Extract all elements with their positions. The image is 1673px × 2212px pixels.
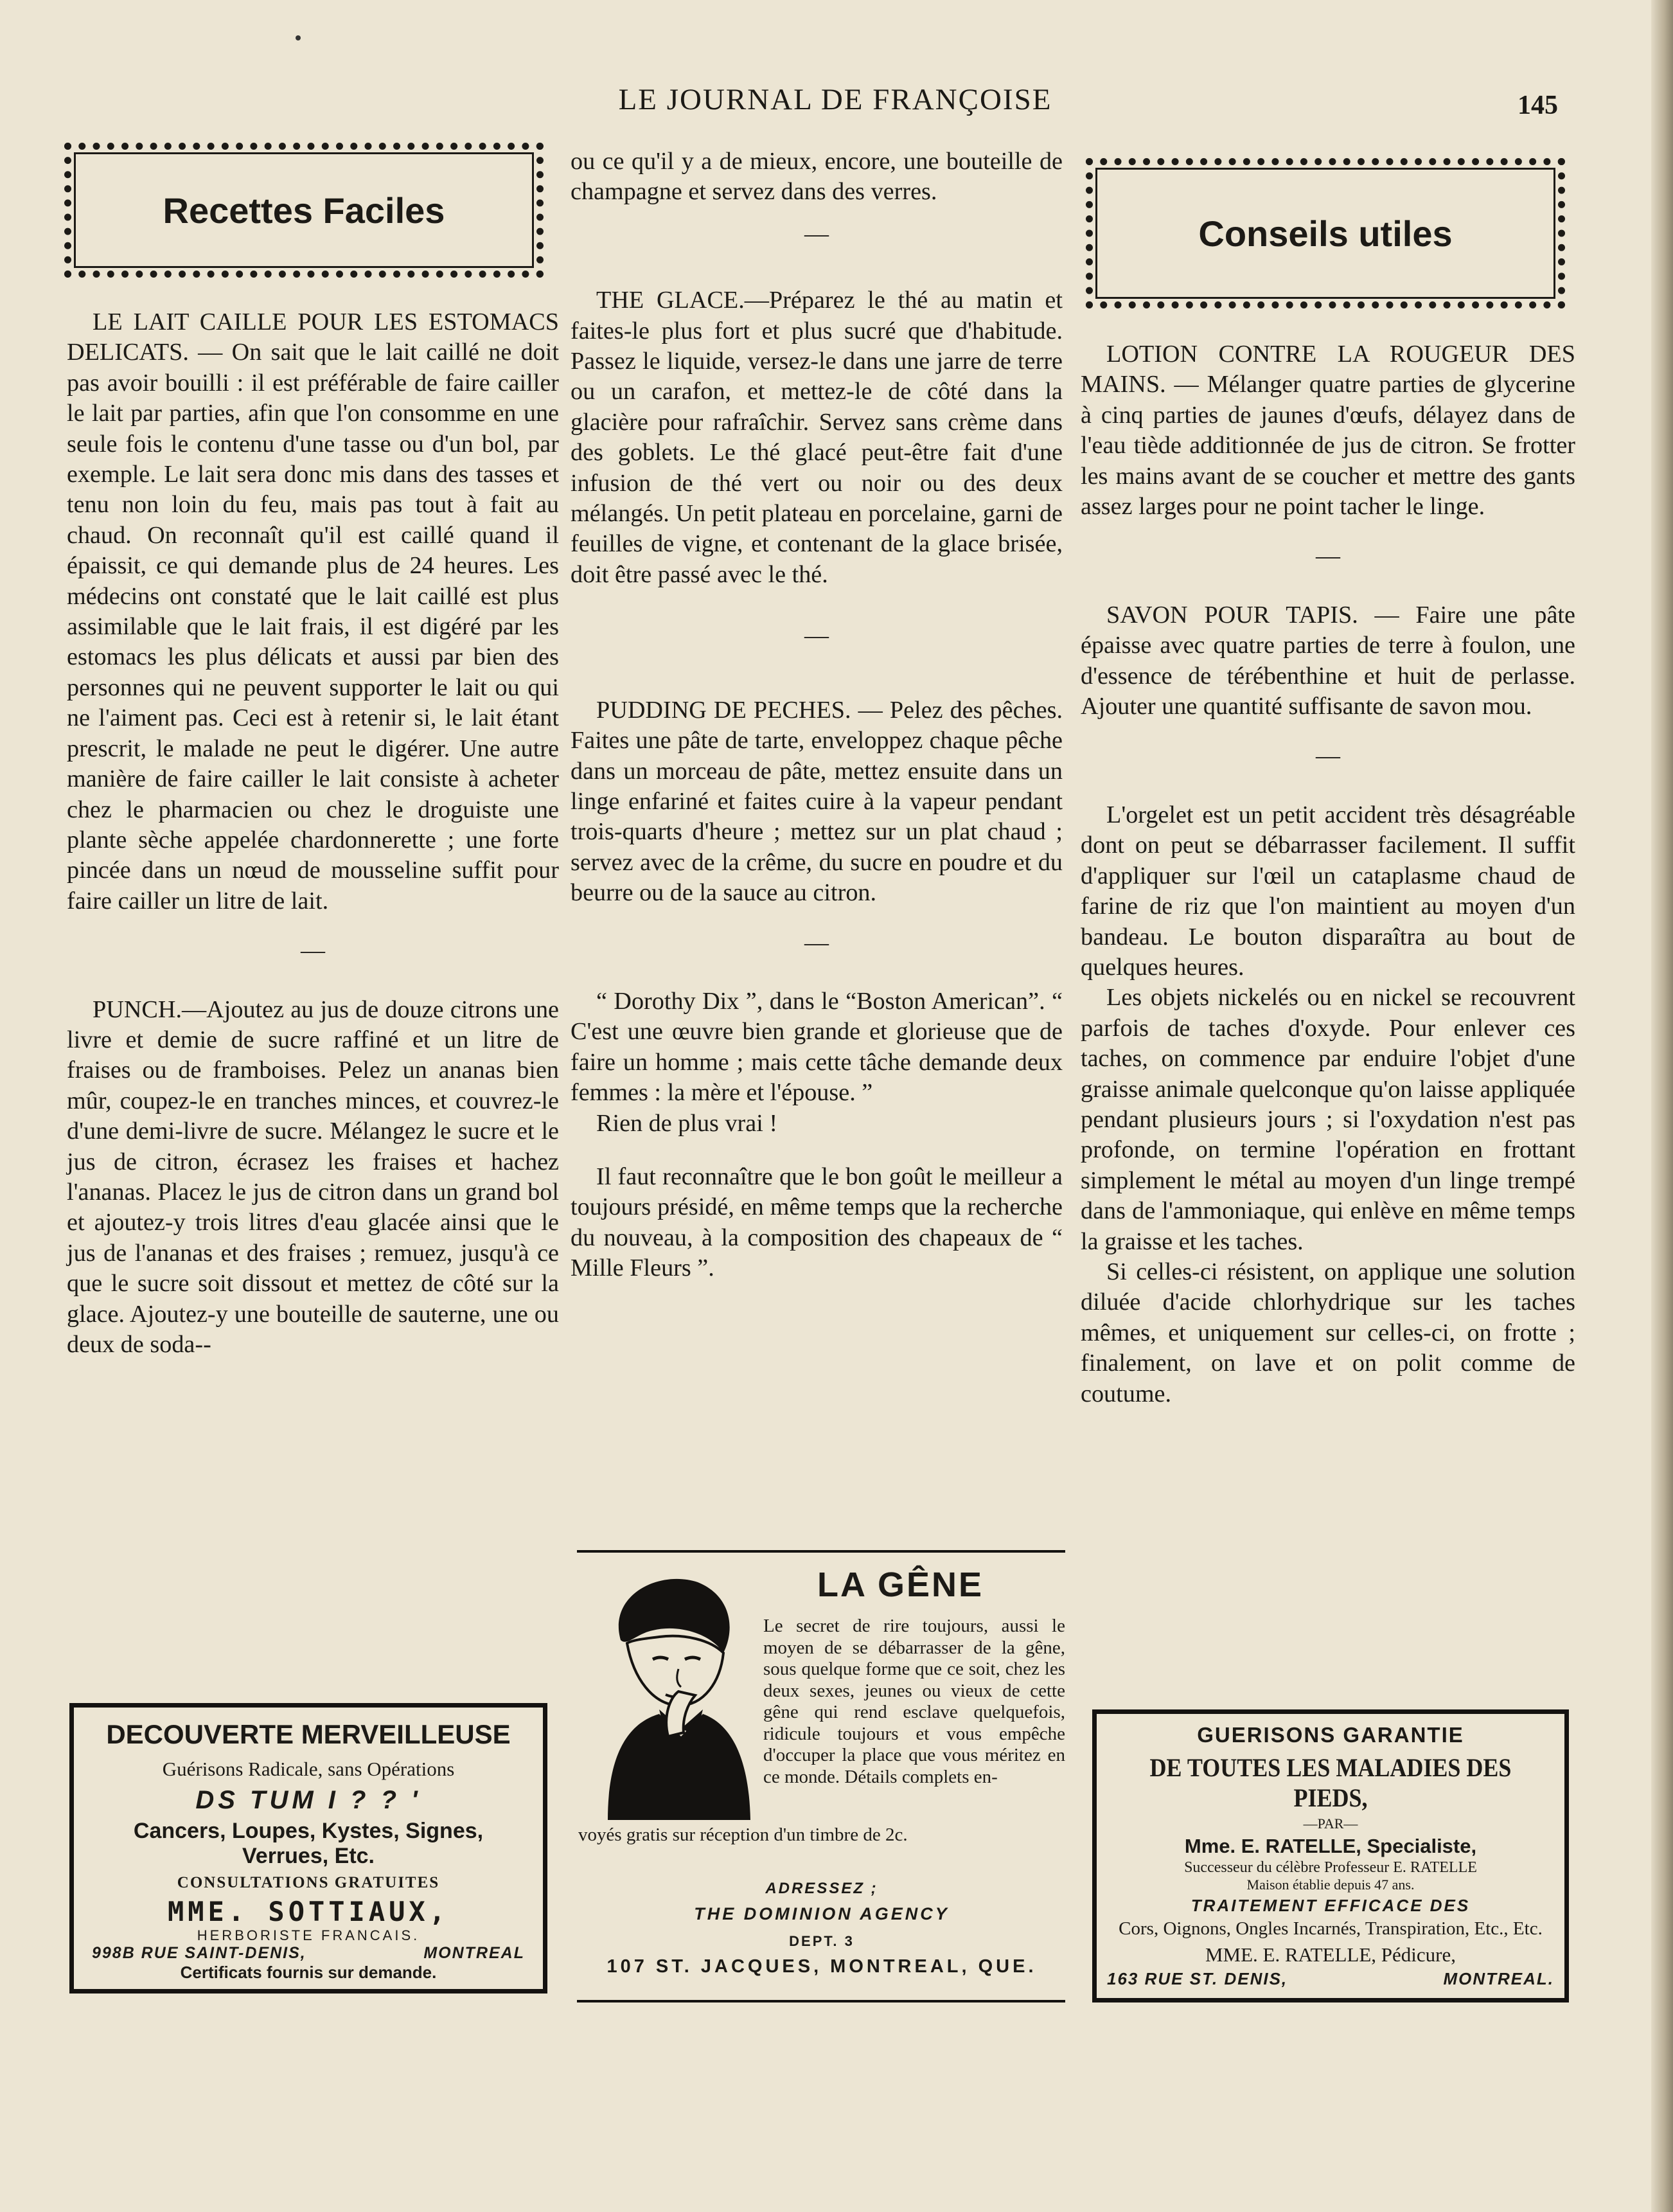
ad-address: 998B RUE SAINT-DENIS, <box>92 1944 306 1962</box>
la-gene-body: Le secret de rire toujours, aussi le moyen de se débarrasser de la gêne, sous quelque forme que ce soit, chez les deux sexes, jeunes ou vieux de cette gêne qui rend esclave quelquefois, ridicule toujours et vous empêche d'occuper la place que vous méritez en ce monde. Détails complets en- <box>763 1616 1065 1787</box>
ad-line: Mme. E. RATELLE, Specialiste, <box>1184 1835 1477 1857</box>
mille-fleurs-note: Il faut reconnaître que le bon goût le meilleur a toujours présidé, en même temps que la recherche du nouveau, à la composition des chapeaux de “ Mille Fleurs ”. <box>571 1163 1063 1282</box>
ad-line: —PAR— <box>1303 1815 1358 1832</box>
la-gene-dept: DEPT. 3 <box>789 1933 854 1949</box>
ad-address-row <box>1107 1969 1554 1989</box>
ad-line: DS TUM I ? ? ' <box>195 1786 421 1814</box>
la-gene-body-continued: voyés gratis sur réception d'un timbre de 2c. <box>578 1824 908 1845</box>
ad-rule-bottom <box>577 2000 1065 2002</box>
ad-city: MONTREAL. <box>1443 1969 1554 1988</box>
recettes-faciles-box <box>64 143 544 278</box>
ad-line: Successeur du célèbre Professeur E. RATELLE <box>1184 1859 1477 1876</box>
page-spine-shadow <box>1651 0 1673 2212</box>
punch-article: PUNCH.—Ajoutez au jus de douze citrons une livre et demie de sucre raffiné et un litre de fraises ou de framboises. Pelez un ananas bien mûr, coupez-le en tranches minces, et couvrez-le d'une demi-livre de sucre. Mélangez le sucre et le jus de citron, écrasez les fraises et hachez l'ananas. Placez le jus de citron dans un grand bol et ajoutez-y trois litres d'eau glacée ainsi que le jus de l'ananas et des fraises ; remuez, jusqu'à ce que le sucre soit dissout et mettez de côté sur la glace. Ajoutez-y une bouteille de sauterne, une ou deux de soda-- <box>67 995 559 1358</box>
recettes-faciles-title: Recettes Faciles <box>163 190 445 231</box>
ink-speck <box>296 35 301 40</box>
ad-line: Certificats fournis sur demande. <box>180 1963 437 1982</box>
ad-address-row <box>92 1944 525 1963</box>
ad-line: HERBORISTE FRANCAIS. <box>197 1927 420 1943</box>
ad-line: Guérisons Radicale, sans Opérations <box>162 1758 455 1780</box>
la-gene-street: 107 ST. JACQUES, MONTREAL, QUE. <box>606 1956 1037 1977</box>
ad-line: Verrues, Etc. <box>242 1844 375 1868</box>
ad-ratelle <box>1092 1709 1569 2002</box>
ad-line: Cors, Oignons, Ongles Incarnés, Transpiration, Etc., Etc. <box>1119 1918 1543 1939</box>
punch-continued: ou ce qu'il y a de mieux, encore, une bouteille de champagne et servez dans des verres. <box>571 148 1063 206</box>
page-number: 145 <box>1518 91 1558 120</box>
pudding-peches-article: PUDDING DE PECHES. — Pelez des pêches. Faites une pâte de tarte, enveloppez chaque pêche dans un morceau de pâte, mettez ensuite dans un linge enfariné et faites cuire à la vapeur pendant trois-quarts d'heure ; mettez sur un plat chaud ; servez avec de la crême, du sucre en poudre et du beurre ou de la sauce au citron. <box>571 696 1063 907</box>
ad-decouverte-merveilleuse <box>69 1703 547 1993</box>
ad-rule-top <box>577 1550 1065 1553</box>
ad-title: DECOUVERTE MERVEILLEUSE <box>106 1719 511 1749</box>
separator: — <box>1316 742 1340 770</box>
conseils-utiles-title: Conseils utiles <box>1198 213 1453 254</box>
ad-title-2: DE TOUTES LES MALADIES DES PIEDS, <box>1149 1753 1512 1812</box>
lotion-article: LOTION CONTRE LA ROUGEUR DES MAINS. — Mélanger quatre parties de glycerine à cinq parties de jaunes d'œufs, délayez dans de l'eau tiède additionnée de jus de citron. Se frotter les mains avant de se coucher et mettre des gants assez larges pour ne point tacher le linge. <box>1081 341 1575 521</box>
la-gene-agency: THE DOMINION AGENCY <box>694 1904 950 1923</box>
middle-column <box>571 147 1063 1284</box>
la-gene-title: LA GÊNE <box>817 1565 984 1604</box>
man-illustration <box>582 1563 757 1820</box>
separator: — <box>804 220 829 247</box>
ad-line: MME. SOTTIAUX, <box>167 1896 449 1927</box>
ad-line: MME. E. RATELLE, Pédicure, <box>1205 1943 1456 1966</box>
left-column <box>67 307 559 1360</box>
conseils-utiles-box <box>1086 158 1565 308</box>
separator: — <box>804 622 829 650</box>
ad-address: 163 RUE ST. DENIS, <box>1107 1969 1288 1988</box>
dorothy-dix-quote: “ Dorothy Dix ”, dans le “Boston American”. “ C'est une œuvre bien grande et glorieuse que de faire un homme ; mais cette tâche demande deux femmes : la mère et l'épouse. ” <box>571 987 1063 1107</box>
ad-line: CONSULTATIONS GRATUITES <box>177 1874 440 1891</box>
separator: — <box>301 937 325 965</box>
ad-line: Cancers, Loupes, Kystes, Signes, <box>133 1819 484 1843</box>
quote-comment: Rien de plus vrai ! <box>596 1109 778 1137</box>
ad-title: GUERISONS GARANTIE <box>1197 1723 1464 1747</box>
separator: — <box>1316 542 1340 570</box>
separator: — <box>804 929 829 956</box>
orgelet-article: L'orgelet est un petit accident très désagréable dont on peut se débarrasser facilement. Il suffit d'appliquer sur l'œil un cataplasme chaud de farine de riz que l'on maintient au moyen d'un bandeau. Le bouton disparaîtra au bout de quelques heures. <box>1081 801 1575 981</box>
objets-nickeles-article: Les objets nickelés ou en nickel se recouvrent parfois de taches d'oxyde. Pour enlever ces taches, on commence par enduire l'objet d'une graisse animale quelconque qu'on laisse appliquée pendant plusieurs jours ; si l'oxydation n'est pas profonde, on termine l'opération en frottant simplement le métal au moyen d'un linge trempé dans de l'ammoniaque, qui enlève en même temps la graisse et les taches. <box>1081 984 1575 1255</box>
running-head: LE JOURNAL DE FRANÇOISE <box>618 83 1052 116</box>
ad-line: Maison établie depuis 47 ans. <box>1246 1877 1415 1893</box>
savon-tapis-article: SAVON POUR TAPIS. — Faire une pâte épaisse avec quatre parties de terre à foulon, une d'essence de térébenthine et huit de perlasse. Ajouter une quantité suffisante de savon mou. <box>1081 601 1575 720</box>
acide-chlorhydrique-article: Si celles-ci résistent, on applique une solution diluée d'acide chlorhydrique sur les taches mêmes, et uniquement sur celles-ci, on frotte ; finalement, on lave et on polit comme de coutume. <box>1081 1258 1575 1407</box>
la-gene-address-label: ADRESSEZ ; <box>765 1880 878 1897</box>
ad-city: MONTREAL <box>423 1944 525 1962</box>
right-column <box>1081 339 1575 1409</box>
lait-caille-article: LE LAIT CAILLE POUR LES ESTOMACS DELICATS. — On sait que le lait caillé ne doit pas avoir bouilli : il est préférable de faire cailler le lait par parties, afin que l'on consomme en une seule fois le contenu d'une tasse ou d'un bol, par exemple. Le lait sera donc mis dans des tasses et tenu non loin du feu, mais pas tout à fait au chaud. On reconnaît qu'il est caillé quand il épaissit, ce qui demande plus de 24 heures. Les médecins ont constaté que le lait caillé est plus assimilable que le lait frais, il est digéré par les estomacs les plus délicats et aussi par bien des personnes qui ne peuvent supporter le lait ou qui ne l'aiment pas. Ceci est à retenir si, le lait étant prescrit, le malade ne peut le digérer. Une autre manière de faire cailler le lait consiste à acheter chez le pharmacien ou chez le droguiste une plante sèche appelée chardonnerette ; une forte pincée dans un nœud de mousseline suffit pour faire cailler un litre de lait. <box>67 308 559 914</box>
the-glace-article: THE GLACE.—Préparez le thé au matin et faites-le plus fort et plus sucré que d'habitude. Passez le liquide, versez-le dans une jarre de terre ou un carafon, et mettez-le de côté dans la glacière pour rafraîchir. Servez sans crème dans des goblets. Le thé glacé peut-être fait d'une infusion de thé vert ou noir ou des deux mélangés. Un petit plateau en porcelaine, garni de feuilles de vigne, et contenant de la glace brisée, doit être passé avec le thé. <box>571 287 1063 588</box>
ad-line: TRAITEMENT EFFICACE DES <box>1191 1896 1471 1915</box>
